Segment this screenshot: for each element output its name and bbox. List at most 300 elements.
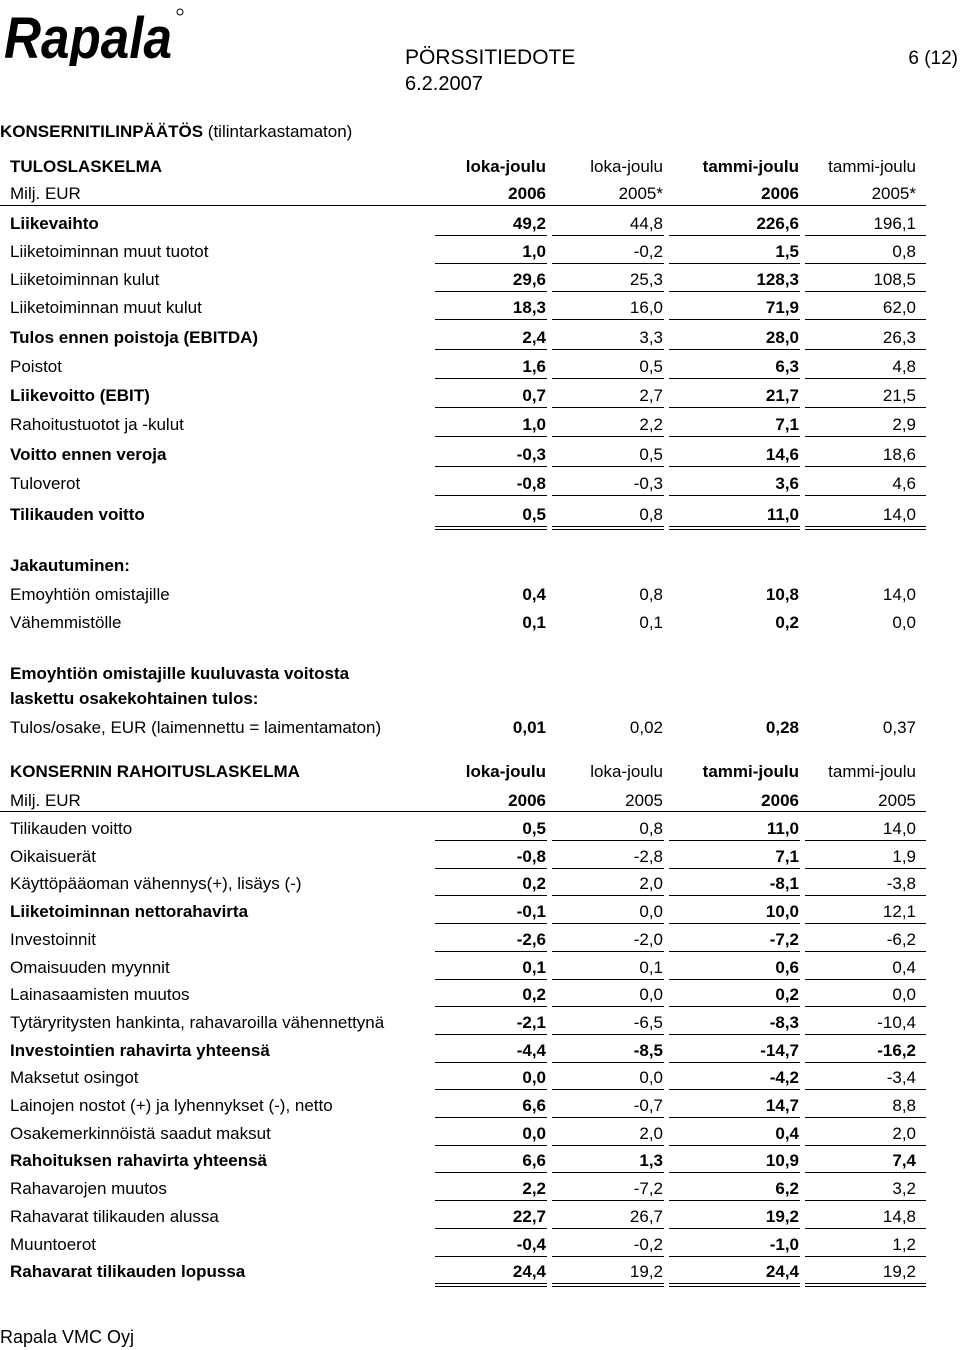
value-cell: 8,8 (892, 1096, 916, 1115)
eps-title-line2 (0, 688, 960, 716)
value-cell: -0,8 (516, 847, 546, 866)
cell-underline (669, 1062, 800, 1063)
cell-underline (805, 1034, 926, 1035)
cell-underline (805, 1200, 926, 1201)
row-label: KONSERNIN RAHOITUSLASKELMA (10, 762, 300, 781)
cell-underline (552, 235, 664, 236)
table-row (0, 984, 960, 1012)
value-cell: 14,8 (882, 1207, 916, 1226)
cell-underline (435, 868, 547, 869)
table-row (0, 414, 960, 442)
row-label: Investointien rahavirta yhteensä (10, 1041, 270, 1060)
cell-underline (669, 1200, 800, 1201)
table-row (0, 473, 960, 501)
cashflow-title-row (0, 761, 960, 789)
value-cell: 19,2 (765, 1207, 799, 1226)
table-row (0, 444, 960, 472)
value-cell: 6,3 (775, 357, 799, 376)
table-row (0, 929, 960, 957)
cell-underline (552, 495, 664, 496)
cell-underline (669, 951, 800, 952)
value-cell: 0,5 (639, 445, 663, 464)
row-label: Vähemmistölle (10, 613, 122, 632)
cell-underline (552, 1006, 664, 1007)
value-cell: 25,3 (629, 270, 663, 289)
cell-underline (435, 1228, 547, 1229)
value-cell: 2,2 (522, 1179, 546, 1198)
row-label: Liiketoiminnan kulut (10, 270, 160, 289)
value-cell: -2,6 (516, 930, 546, 949)
cell-underline (435, 1256, 547, 1257)
value-cell: 0,02 (629, 718, 663, 737)
value-cell: 0,0 (522, 1124, 546, 1143)
cell-underline (435, 529, 547, 530)
row-label: Osakemerkinnöistä saadut maksut (10, 1124, 271, 1143)
document-heading: KONSERNITILINPÄÄTÖS (tilintarkastamaton) (0, 122, 353, 141)
press-release-date: 6.2.2007 (405, 73, 483, 95)
value-cell: 11,0 (766, 505, 799, 524)
row-label: Tilikauden voitto (10, 505, 145, 524)
cell-underline (669, 868, 800, 869)
value-cell: 14,0 (882, 585, 916, 604)
value-cell: 0,5 (522, 505, 546, 524)
value-cell: 18,6 (882, 445, 916, 464)
row-label: Milj. EUR (10, 791, 81, 810)
table-row (0, 385, 960, 413)
cell-underline (805, 840, 926, 841)
header-divider (0, 811, 926, 812)
column-year: 2006 (508, 791, 546, 810)
value-cell: 3,6 (775, 474, 799, 493)
cell-underline (435, 466, 547, 467)
table-row (0, 901, 960, 929)
value-cell: 2,2 (639, 415, 663, 434)
table-row (0, 1067, 960, 1095)
value-cell: 26,3 (882, 328, 916, 347)
value-cell: -0,1 (516, 902, 546, 921)
value-cell: 14,7 (765, 1096, 799, 1115)
value-cell: 49,2 (512, 214, 546, 233)
press-release-title: PÖRSSITIEDOTE (405, 46, 576, 69)
table-row (0, 1095, 960, 1123)
value-cell: -0,4 (516, 1235, 546, 1254)
value-cell: -10,4 (877, 1013, 916, 1032)
table-row (0, 1012, 960, 1040)
cell-underline (669, 495, 800, 496)
cell-underline (805, 923, 926, 924)
column-header: loka-joulu (590, 762, 663, 781)
value-cell: 11,0 (766, 819, 799, 838)
row-label: Maksetut osingot (10, 1068, 139, 1087)
cell-underline (552, 895, 664, 896)
value-cell: 6,6 (522, 1096, 546, 1115)
cell-underline (805, 291, 926, 292)
cell-underline (552, 1172, 664, 1173)
table-row (0, 1206, 960, 1234)
table-row (0, 1150, 960, 1178)
cell-underline (552, 407, 664, 408)
cell-underline (805, 1172, 926, 1173)
cell-underline (805, 1062, 926, 1063)
value-cell: 21,7 (765, 386, 799, 405)
cell-underline (805, 319, 926, 320)
cell-underline (435, 1062, 547, 1063)
value-cell: 0,1 (639, 958, 663, 977)
value-cell: 7,4 (892, 1151, 916, 1170)
value-cell: 21,5 (882, 386, 916, 405)
row-label: Tytäryritysten hankinta, rahavaroilla vähennettynä (10, 1013, 385, 1032)
income-title-row (0, 156, 960, 184)
cell-underline (805, 1228, 926, 1229)
value-cell: 6,2 (775, 1179, 799, 1198)
value-cell: -8,1 (769, 874, 799, 893)
row-label: Lainojen nostot (+) ja lyhennykset (-), netto (10, 1096, 333, 1115)
value-cell: 1,2 (892, 1235, 916, 1254)
row-label: TULOSLASKELMA (10, 157, 163, 176)
value-cell: 0,8 (639, 585, 663, 604)
value-cell: 0,7 (522, 386, 546, 405)
cell-underline (805, 895, 926, 896)
row-label: Jakautuminen: (10, 556, 130, 575)
cell-underline (552, 529, 664, 530)
value-cell: 0,37 (882, 718, 916, 737)
cell-underline (805, 1145, 926, 1146)
cell-underline (435, 1283, 547, 1284)
value-cell: 0,0 (639, 902, 663, 921)
value-cell: -0,3 (633, 474, 663, 493)
table-row (0, 213, 960, 241)
cell-underline (552, 1145, 664, 1146)
value-cell: 0,5 (522, 819, 546, 838)
cell-underline (805, 1283, 926, 1284)
cashflow-unit-row (0, 790, 960, 818)
cell-underline (805, 263, 926, 264)
row-label: Tuloverot (10, 474, 81, 493)
cell-underline (669, 291, 800, 292)
column-year: 2005* (618, 184, 663, 203)
row-label: Poistot (10, 357, 62, 376)
row-label: Liikevoitto (EBIT) (10, 386, 150, 405)
value-cell: 0,4 (892, 958, 916, 977)
page-number: 6 (12) (908, 48, 958, 69)
cell-underline (552, 1117, 664, 1118)
cell-underline (435, 1006, 547, 1007)
value-cell: 7,1 (775, 847, 799, 866)
row-label: Rahavarojen muutos (10, 1179, 167, 1198)
value-cell: -2,0 (633, 930, 663, 949)
cell-underline (805, 436, 926, 437)
cell-underline (435, 436, 547, 437)
value-cell: -1,0 (769, 1235, 799, 1254)
cell-underline (669, 979, 800, 980)
cell-underline (669, 1283, 800, 1284)
value-cell: 10,8 (765, 585, 799, 604)
row-label: Tilikauden voitto (10, 819, 133, 838)
cell-underline (435, 235, 547, 236)
column-header: loka-joulu (590, 157, 663, 176)
row-label: laskettu osakekohtainen tulos: (10, 689, 259, 708)
cell-underline (552, 1228, 664, 1229)
row-label: Liiketoiminnan nettorahavirta (10, 902, 249, 921)
cell-underline (669, 1172, 800, 1173)
row-label: Tulos ennen poistoja (EBITDA) (10, 328, 259, 347)
cell-underline (669, 349, 800, 350)
value-cell: 16,0 (629, 298, 663, 317)
cell-underline (669, 529, 800, 530)
table-row (0, 873, 960, 901)
cell-underline (435, 840, 547, 841)
value-cell: 0,6 (775, 958, 799, 977)
row-label: Lainasaamisten muutos (10, 985, 190, 1004)
cell-underline (805, 378, 926, 379)
cell-underline (805, 466, 926, 467)
value-cell: 0,2 (522, 874, 546, 893)
cell-underline (805, 868, 926, 869)
row-label: Omaisuuden myynnit (10, 958, 170, 977)
cell-underline (435, 1200, 547, 1201)
cell-underline (669, 1006, 800, 1007)
value-cell: 0,2 (775, 613, 799, 632)
value-cell: 24,4 (765, 1262, 799, 1281)
row-label: Rahoituksen rahavirta yhteensä (10, 1151, 267, 1170)
table-row (0, 1178, 960, 1206)
cell-underline (435, 378, 547, 379)
value-cell: 0,8 (639, 505, 663, 524)
value-cell: -7,2 (769, 930, 799, 949)
cell-underline (669, 526, 800, 527)
row-label: Emoyhtiön omistajille (10, 585, 170, 604)
value-cell: 1,3 (639, 1151, 663, 1170)
column-year: 2005 (625, 791, 663, 810)
cell-underline (552, 466, 664, 467)
table-row (0, 1123, 960, 1151)
value-cell: 1,0 (522, 415, 546, 434)
value-cell: 7,1 (775, 415, 799, 434)
value-cell: 0,28 (765, 718, 799, 737)
rapala-logo (4, 4, 184, 71)
cell-underline (669, 840, 800, 841)
value-cell: -8,3 (769, 1013, 799, 1032)
value-cell: 26,7 (629, 1207, 663, 1226)
cell-underline (435, 1089, 547, 1090)
value-cell: -6,5 (633, 1013, 663, 1032)
row-label: Milj. EUR (10, 184, 81, 203)
value-cell: 2,0 (892, 1124, 916, 1143)
value-cell: 12,1 (882, 902, 916, 921)
cell-underline (435, 319, 547, 320)
table-row (0, 297, 960, 325)
cell-underline (669, 1145, 800, 1146)
column-year: 2006 (508, 184, 546, 203)
cell-underline (805, 529, 926, 530)
value-cell: 0,01 (512, 718, 546, 737)
cell-underline (435, 951, 547, 952)
column-header: tammi-joulu (828, 157, 916, 176)
eps-title-line1 (0, 663, 960, 691)
cell-underline (552, 436, 664, 437)
value-cell: 0,4 (775, 1124, 799, 1143)
cell-underline (435, 349, 547, 350)
cell-underline (669, 1256, 800, 1257)
cell-underline (552, 951, 664, 952)
value-cell: 10,9 (765, 1151, 799, 1170)
cell-underline (669, 378, 800, 379)
value-cell: 0,0 (892, 985, 916, 1004)
cell-underline (552, 1062, 664, 1063)
table-row (0, 1261, 960, 1289)
cell-underline (552, 1256, 664, 1257)
value-cell: -0,2 (633, 242, 663, 261)
table-row (0, 504, 960, 532)
cell-underline (435, 923, 547, 924)
cell-underline (805, 495, 926, 496)
cell-underline (669, 1089, 800, 1090)
value-cell: 2,9 (892, 415, 916, 434)
value-cell: 4,8 (892, 357, 916, 376)
cell-underline (805, 1006, 926, 1007)
cell-underline (552, 526, 664, 527)
column-year: 2005 (878, 791, 916, 810)
value-cell: 0,1 (639, 613, 663, 632)
value-cell: 14,0 (882, 819, 916, 838)
table-row (0, 241, 960, 269)
table-row (0, 846, 960, 874)
value-cell: 71,9 (765, 298, 799, 317)
column-year: 2006 (761, 791, 799, 810)
value-cell: -16,2 (877, 1041, 916, 1060)
value-cell: 29,6 (512, 270, 546, 289)
table-row (0, 1040, 960, 1068)
header-divider (0, 205, 926, 206)
column-header: tammi-joulu (702, 762, 799, 781)
value-cell: 108,5 (873, 270, 916, 289)
cell-underline (552, 1200, 664, 1201)
row-label: Voitto ennen veroja (10, 445, 167, 464)
cell-underline (552, 840, 664, 841)
value-cell: 0,0 (639, 985, 663, 1004)
column-header: tammi-joulu (702, 157, 799, 176)
eps-row (0, 717, 960, 745)
row-label: Tulos/osake, EUR (laimennettu = laimentamaton) (10, 718, 382, 737)
value-cell: 22,7 (512, 1207, 546, 1226)
cell-underline (435, 1172, 547, 1173)
value-cell: -4,4 (516, 1041, 546, 1060)
cell-underline (669, 235, 800, 236)
column-header: loka-joulu (465, 157, 546, 176)
cell-underline (435, 1145, 547, 1146)
row-label: Oikaisuerät (10, 847, 96, 866)
cell-underline (805, 1117, 926, 1118)
value-cell: 28,0 (765, 328, 799, 347)
value-cell: 44,8 (629, 214, 663, 233)
value-cell: 0,4 (522, 585, 546, 604)
row-label: Muuntoerot (10, 1235, 96, 1254)
table-row (0, 269, 960, 297)
value-cell: -2,1 (516, 1013, 546, 1032)
cell-underline (435, 407, 547, 408)
value-cell: 0,5 (639, 357, 663, 376)
cell-underline (435, 291, 547, 292)
cell-underline (552, 868, 664, 869)
value-cell: 1,6 (522, 357, 546, 376)
value-cell: 3,3 (639, 328, 663, 347)
cell-underline (669, 895, 800, 896)
cell-underline (805, 1256, 926, 1257)
table-row (0, 356, 960, 384)
value-cell: 14,6 (765, 445, 799, 464)
value-cell: 18,3 (512, 298, 546, 317)
value-cell: 0,0 (522, 1068, 546, 1087)
value-cell: -0,7 (633, 1096, 663, 1115)
value-cell: -3,8 (886, 874, 916, 893)
cell-underline (805, 349, 926, 350)
value-cell: 0,2 (522, 985, 546, 1004)
row-label: Liikevaihto (10, 214, 99, 233)
cell-underline (805, 1089, 926, 1090)
table-row (0, 818, 960, 846)
row-label: Emoyhtiön omistajille kuuluvasta voitosta (10, 664, 350, 683)
footer-company: Rapala VMC Oyj (0, 1327, 135, 1347)
value-cell: 128,3 (756, 270, 799, 289)
distribution-title (0, 555, 960, 583)
cell-underline (805, 526, 926, 527)
cell-underline (435, 895, 547, 896)
cell-underline (669, 407, 800, 408)
value-cell: -7,2 (633, 1179, 663, 1198)
row-label: Rahoitustuotot ja -kulut (10, 415, 184, 434)
row-label: Investoinnit (10, 930, 96, 949)
value-cell: 10,0 (765, 902, 799, 921)
value-cell: 19,2 (629, 1262, 663, 1281)
value-cell: 0,1 (522, 613, 546, 632)
cell-underline (552, 1286, 664, 1287)
cell-underline (435, 1286, 547, 1287)
table-row (0, 612, 960, 640)
cell-underline (805, 951, 926, 952)
cell-underline (435, 495, 547, 496)
table-row (0, 1234, 960, 1262)
value-cell: 2,0 (639, 874, 663, 893)
cell-underline (552, 1283, 664, 1284)
value-cell: 0,1 (522, 958, 546, 977)
value-cell: 0,8 (639, 819, 663, 838)
value-cell: 2,7 (639, 386, 663, 405)
value-cell: 1,0 (522, 242, 546, 261)
column-year: 2006 (761, 184, 799, 203)
cell-underline (669, 466, 800, 467)
cell-underline (552, 1034, 664, 1035)
value-cell: 3,2 (892, 1179, 916, 1198)
row-label: Liiketoiminnan muut kulut (10, 298, 202, 317)
cell-underline (552, 319, 664, 320)
value-cell: 62,0 (882, 298, 916, 317)
cell-underline (669, 923, 800, 924)
cell-underline (435, 1117, 547, 1118)
value-cell: -0,2 (633, 1235, 663, 1254)
cell-underline (669, 263, 800, 264)
value-cell: 2,0 (639, 1124, 663, 1143)
cell-underline (552, 923, 664, 924)
cell-underline (552, 263, 664, 264)
cell-underline (552, 378, 664, 379)
column-header: loka-joulu (465, 762, 546, 781)
value-cell: 6,6 (522, 1151, 546, 1170)
value-cell: 0,0 (892, 613, 916, 632)
value-cell: 1,9 (892, 847, 916, 866)
value-cell: -0,8 (516, 474, 546, 493)
value-cell: 4,6 (892, 474, 916, 493)
cell-underline (805, 979, 926, 980)
